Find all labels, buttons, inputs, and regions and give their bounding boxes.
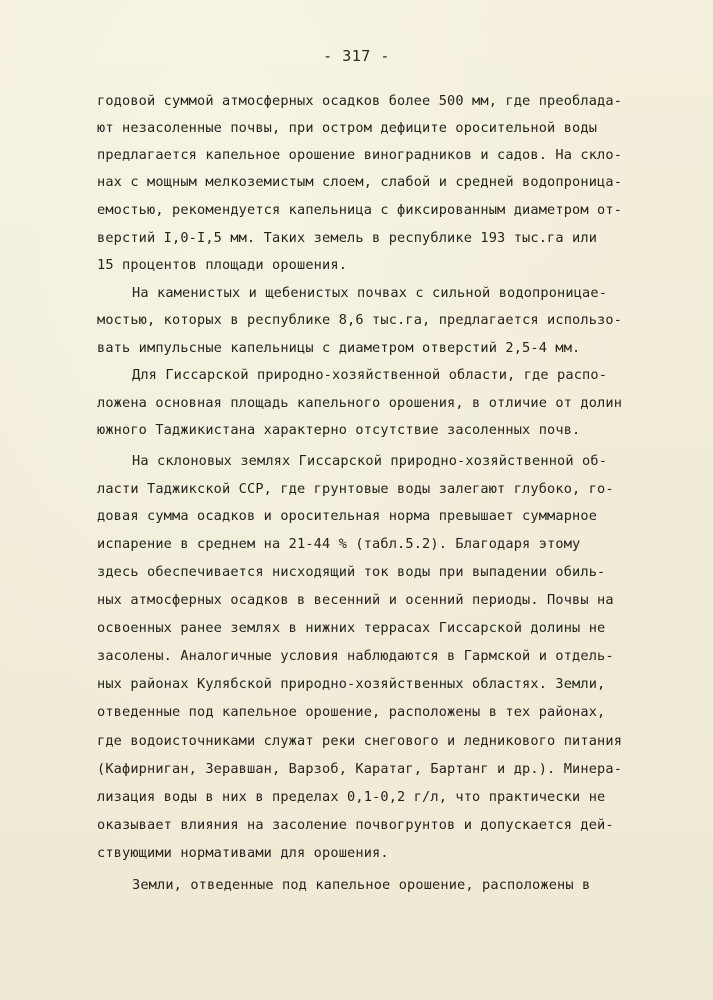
text-line: южного Таджикистана характерно отсутствие засоленных почв. — [97, 422, 581, 438]
text-line: нах с мощным мелкоземистым слоем, слабой и средней водопроница- — [97, 174, 623, 190]
text-line: (Кафирниган, Зеравшан, Варзоб, Каратаг, Бартанг и др.). Минера- — [97, 761, 623, 777]
text-line: здесь обеспечивается нисходящий ток воды при выпадении обиль- — [97, 564, 606, 580]
text-line: Земли, отведенные под капельное орошение, расположены в — [132, 877, 591, 893]
text-line: На склоновых землях Гиссарской природно-хозяйственной об- — [132, 453, 608, 469]
text-line: отведенные под капельное орошение, расположены в тех районах, — [97, 704, 606, 720]
text-line: ных атмосферных осадков в весенний и осенний периоды. Почвы на — [97, 592, 614, 608]
text-line: освоенных ранее землях в нижних террасах Гиссарской долины не — [97, 620, 606, 636]
text-line: лизация воды в них в пределах 0,1-0,2 г/л, что практически не — [97, 789, 606, 805]
text-line: ствующими нормативами для орошения. — [97, 845, 389, 861]
text-line: ласти Таджикской ССР, где грунтовые воды залегают глубоко, го- — [97, 481, 614, 497]
text-line: мостью, которых в республике 8,6 тыс.га, предлагается использо- — [97, 312, 623, 328]
text-line: предлагается капельное орошение виноградников и садов. На скло- — [97, 147, 623, 163]
text-line: годовой суммой атмосферных осадков более 500 мм, где преоблада- — [97, 93, 623, 109]
text-line: где водоисточниками служат реки снегового и ледникового питания — [97, 733, 623, 749]
text-line: довая сумма осадков и оросительная норма превышает суммарное — [97, 508, 598, 524]
text-line: оказывает влияния на засоление почвогрунтов и допускается дей- — [97, 817, 614, 833]
text-line: засолены. Аналогичные условия наблюдаются в Гармской и отдель- — [97, 648, 614, 664]
text-line: ложена основная площадь капельного орошения, в отличие от долин — [97, 395, 623, 411]
text-line: верстий I,0-I,5 мм. Таких земель в республике 193 тыс.га или — [97, 230, 598, 246]
text-line: вать импульсные капельницы с диаметром отверстий 2,5-4 мм. — [97, 340, 581, 356]
text-line: испарение в среднем на 21-44 % (табл.5.2). Благодаря этому — [97, 536, 581, 552]
text-line: ных районах Кулябской природно-хозяйственных областях. Земли, — [97, 676, 606, 692]
text-line: емостью, рекомендуется капельница с фиксированным диаметром от- — [97, 202, 623, 218]
text-line: Для Гиссарской природно-хозяйственной области, где распо- — [132, 367, 608, 383]
text-line: ют незасоленные почвы, при остром дефиците оросительной воды — [97, 120, 598, 136]
page-number: - 317 - — [323, 47, 390, 65]
text-line: 15 процентов площади орошения. — [97, 257, 348, 273]
text-line: На каменистых и щебенистых почвах с сильной водопроницае- — [132, 285, 608, 301]
